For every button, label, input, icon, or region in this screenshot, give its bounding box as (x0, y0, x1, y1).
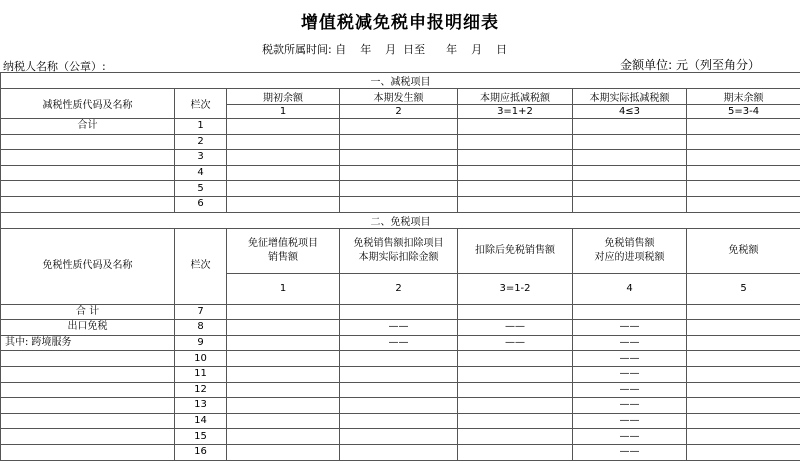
deduction-cell[interactable] (340, 382, 458, 398)
exemption-item-name[interactable] (1, 351, 175, 367)
net-sales-cell: —— (458, 320, 573, 336)
net-sales-cell[interactable] (458, 398, 573, 414)
amount-cell[interactable] (687, 119, 800, 135)
table-row (1, 429, 800, 445)
amount-cell[interactable] (227, 351, 340, 367)
amount-cell[interactable] (227, 382, 340, 398)
section-header-row (1, 73, 800, 89)
section-reduction-title: 一、减税项目 (1, 73, 800, 89)
net-sales-cell[interactable] (458, 444, 573, 460)
exemption-item-name: 其中: 跨境服务 (1, 335, 175, 351)
exemption-item-name: 出口免税 (1, 320, 175, 336)
exemption-name-header: 免税性质代码及名称 (1, 228, 175, 304)
amount-cell[interactable] (573, 165, 687, 181)
deduction-cell: —— (340, 335, 458, 351)
row-number: 16 (175, 444, 227, 460)
exemption-item-name[interactable] (1, 413, 175, 429)
net-sales-cell: —— (458, 335, 573, 351)
input-tax-cell: —— (573, 351, 687, 367)
reduction-item-name[interactable] (1, 196, 175, 212)
net-sales-cell[interactable] (458, 382, 573, 398)
amount-cell[interactable] (340, 165, 458, 181)
section-header-row (1, 212, 800, 228)
reduction-item-name[interactable] (1, 134, 175, 150)
exemption-item-name[interactable] (1, 398, 175, 414)
net-sales-cell[interactable] (458, 366, 573, 382)
net-sales-cell[interactable] (458, 429, 573, 445)
row-number: 12 (175, 382, 227, 398)
input-tax-cell: —— (573, 335, 687, 351)
table-row (1, 444, 800, 460)
exempt-amount-cell[interactable] (687, 398, 800, 414)
amount-cell[interactable] (458, 119, 573, 135)
amount-cell[interactable] (340, 150, 458, 166)
deduction-cell[interactable] (340, 413, 458, 429)
amount-cell[interactable] (458, 134, 573, 150)
amount-cell[interactable] (458, 165, 573, 181)
form-title: 增值税减免税申报明细表 (301, 13, 499, 33)
deduction-cell[interactable] (340, 304, 458, 320)
deduction-cell: —— (340, 320, 458, 336)
amount-cell[interactable] (687, 181, 800, 197)
table-row (1, 366, 800, 382)
table-row (1, 304, 800, 320)
amount-unit-label: 金额单位: 元（列至角分） (620, 58, 760, 72)
amount-cell[interactable] (573, 150, 687, 166)
row-number: 14 (175, 413, 227, 429)
row-number: 2 (175, 134, 227, 150)
reduction-column-header: 本期发生额 (340, 89, 458, 105)
amount-cell[interactable] (227, 150, 340, 166)
table-row (1, 119, 800, 135)
deduction-cell[interactable] (340, 351, 458, 367)
table-row (1, 181, 800, 197)
input-tax-cell: —— (573, 444, 687, 460)
amount-cell[interactable] (227, 181, 340, 197)
amount-cell[interactable] (573, 119, 687, 135)
section-exemption-title: 二、免税项目 (1, 212, 800, 228)
amount-cell[interactable] (227, 165, 340, 181)
amount-cell[interactable] (340, 134, 458, 150)
tax-period: 税款所属时间: 自 年 月 日至 年 月 日 (262, 43, 508, 56)
reduction-column-number: 5=3-4 (687, 105, 800, 119)
exemption-item-name[interactable] (1, 382, 175, 398)
input-tax-cell: —— (573, 366, 687, 382)
amount-cell[interactable] (227, 196, 340, 212)
exemption-column-number: 5 (687, 273, 800, 304)
row-number: 3 (175, 150, 227, 166)
net-sales-cell[interactable] (458, 304, 573, 320)
input-tax-cell: —— (573, 398, 687, 414)
deduction-cell[interactable] (340, 366, 458, 382)
reduction-item-name[interactable] (1, 150, 175, 166)
exempt-amount-cell[interactable] (687, 366, 800, 382)
row-number: 10 (175, 351, 227, 367)
amount-cell[interactable] (227, 134, 340, 150)
row-number-header: 栏次 (175, 89, 227, 119)
reduction-column-header: 本期实际抵减税额 (573, 89, 687, 105)
exemption-item-name[interactable] (1, 444, 175, 460)
exemption-column-number: 4 (573, 273, 687, 304)
row-number: 4 (175, 165, 227, 181)
amount-cell[interactable] (573, 134, 687, 150)
exemption-item-name[interactable] (1, 366, 175, 382)
row-number-header: 栏次 (175, 228, 227, 304)
exemption-item-name[interactable] (1, 429, 175, 445)
exempt-amount-cell[interactable] (687, 382, 800, 398)
amount-cell[interactable] (227, 444, 340, 460)
amount-cell[interactable] (458, 196, 573, 212)
reduction-column-header: 期初余额 (227, 89, 340, 105)
row-number: 8 (175, 320, 227, 336)
table-row (1, 134, 800, 150)
row-number: 13 (175, 398, 227, 414)
exemption-item-name: 合 计 (1, 304, 175, 320)
row-number: 6 (175, 196, 227, 212)
relief-detail-table (0, 72, 800, 461)
amount-cell[interactable] (687, 196, 800, 212)
reduction-item-name[interactable] (1, 165, 175, 181)
exemption-column-header: 免征增值税项目 销售额 (227, 228, 340, 273)
row-number: 9 (175, 335, 227, 351)
deduction-cell[interactable] (340, 444, 458, 460)
row-number: 5 (175, 181, 227, 197)
exemption-column-header: 扣除后免税销售额 (458, 228, 573, 273)
exempt-amount-cell[interactable] (687, 320, 800, 336)
exempt-amount-cell[interactable] (687, 413, 800, 429)
exemption-column-header: 免税销售额扣除项目 本期实际扣除金额 (340, 228, 458, 273)
reduction-item-name: 合计 (1, 119, 175, 135)
reduction-column-header: 本期应抵减税额 (458, 89, 573, 105)
exemption-column-number: 2 (340, 273, 458, 304)
net-sales-cell[interactable] (458, 351, 573, 367)
reduction-column-header: 期末余额 (687, 89, 800, 105)
amount-cell[interactable] (227, 320, 340, 336)
amount-cell[interactable] (227, 398, 340, 414)
reduction-column-number: 3=1+2 (458, 105, 573, 119)
reduction-column-number: 2 (340, 105, 458, 119)
amount-cell[interactable] (227, 366, 340, 382)
reduction-column-number: 1 (227, 105, 340, 119)
table-row (1, 196, 800, 212)
input-tax-cell: —— (573, 413, 687, 429)
input-tax-cell: —— (573, 320, 687, 336)
exempt-amount-cell[interactable] (687, 351, 800, 367)
taxpayer-name-label: 纳税人名称（公章）: (3, 60, 106, 73)
input-tax-cell: —— (573, 382, 687, 398)
deduction-cell[interactable] (340, 398, 458, 414)
table-row (1, 413, 800, 429)
table-row (1, 335, 800, 351)
amount-cell[interactable] (340, 196, 458, 212)
row-number: 7 (175, 304, 227, 320)
amount-cell[interactable] (573, 196, 687, 212)
amount-cell[interactable] (340, 181, 458, 197)
exemption-column-number: 3=1-2 (458, 273, 573, 304)
exempt-amount-cell[interactable] (687, 304, 800, 320)
amount-cell[interactable] (687, 150, 800, 166)
exemption-column-number: 1 (227, 273, 340, 304)
amount-cell[interactable] (458, 150, 573, 166)
amount-cell[interactable] (458, 181, 573, 197)
column-header-row (1, 228, 800, 273)
amount-cell[interactable] (227, 119, 340, 135)
amount-cell[interactable] (227, 413, 340, 429)
row-number: 15 (175, 429, 227, 445)
row-number: 11 (175, 366, 227, 382)
table-row (1, 165, 800, 181)
net-sales-cell[interactable] (458, 413, 573, 429)
table-row (1, 382, 800, 398)
exempt-amount-cell[interactable] (687, 444, 800, 460)
amount-cell[interactable] (340, 119, 458, 135)
exempt-amount-cell[interactable] (687, 429, 800, 445)
exemption-column-header: 免税额 (687, 228, 800, 273)
reduction-column-number: 4≤3 (573, 105, 687, 119)
amount-cell[interactable] (227, 335, 340, 351)
amount-cell[interactable] (227, 429, 340, 445)
amount-cell[interactable] (687, 134, 800, 150)
table-row (1, 351, 800, 367)
table-row (1, 398, 800, 414)
amount-cell[interactable] (687, 165, 800, 181)
table-row (1, 150, 800, 166)
input-tax-cell[interactable] (573, 304, 687, 320)
input-tax-cell: —— (573, 429, 687, 445)
column-header-row (1, 89, 800, 105)
reduction-item-name[interactable] (1, 181, 175, 197)
exempt-amount-cell[interactable] (687, 335, 800, 351)
row-number: 1 (175, 119, 227, 135)
reduction-name-header: 减税性质代码及名称 (1, 89, 175, 119)
amount-cell[interactable] (227, 304, 340, 320)
exemption-column-header: 免税销售额 对应的进项税额 (573, 228, 687, 273)
deduction-cell[interactable] (340, 429, 458, 445)
amount-cell[interactable] (573, 181, 687, 197)
table-row (1, 320, 800, 336)
table-body (1, 73, 800, 461)
